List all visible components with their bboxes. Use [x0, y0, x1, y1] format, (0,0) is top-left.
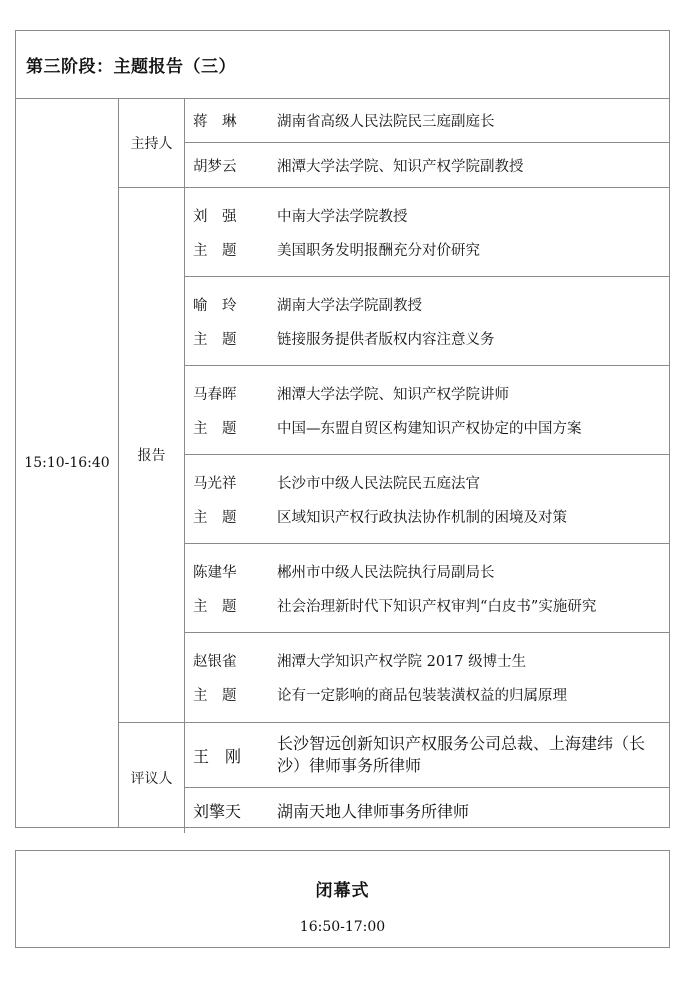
session-header: [16, 31, 669, 99]
speaker-affiliation: 湖南大学法学院副教授: [277, 297, 422, 314]
report-topic: 社会治理新时代下知识产权审判“白皮书”实施研究: [277, 598, 597, 615]
report-row: [185, 633, 669, 722]
topic-label: 主 题: [193, 598, 237, 615]
reviewers-group: [119, 723, 669, 833]
agenda-table: [15, 30, 670, 828]
speaker-name: 马春晖: [193, 386, 237, 403]
reviewer-title: 长沙智远创新知识产权服务公司总裁、上海建纬（长沙）律师事务所律师: [277, 734, 646, 775]
speaker-affiliation: 湘潭大学法学院、知识产权学院讲师: [277, 386, 509, 403]
report-topic: 美国职务发明报酬充分对价研究: [277, 242, 480, 259]
hosts-list: [185, 99, 669, 187]
reviewer-name: 王 刚: [193, 746, 242, 766]
speaker-affiliation: 湘潭大学知识产权学院 2017 级博士生: [277, 654, 527, 670]
reviewers-role-label: 评议人: [119, 723, 185, 833]
reviewer-name: 刘擎天: [193, 802, 242, 821]
speaker-name: 刘 强: [193, 208, 237, 225]
topic-label: 主 题: [193, 420, 237, 437]
host-row: [185, 99, 669, 143]
topic-label: 主 题: [193, 509, 237, 526]
hosts-group: [119, 99, 669, 188]
speaker-name: 喻 玲: [193, 297, 237, 314]
report-topic: 中国—东盟自贸区构建知识产权协定的中国方案: [277, 420, 582, 437]
hosts-role-label: 主持人: [119, 99, 185, 187]
reviewers-list: [185, 723, 669, 833]
reports-list: [185, 188, 669, 722]
report-row: [185, 455, 669, 544]
closing-time: 16:50-17:00: [299, 919, 386, 935]
report-topic: 区域知识产权行政执法协作机制的困境及对策: [277, 509, 567, 526]
host-title: 湘潭大学法学院、知识产权学院副教授: [277, 158, 524, 175]
reviewer-row: [185, 723, 669, 788]
topic-label: 主 题: [193, 688, 237, 704]
speaker-name: 陈建华: [193, 564, 237, 581]
topic-label: 主 题: [193, 331, 237, 348]
host-name: 蒋 琳: [193, 114, 237, 130]
report-row: [185, 277, 669, 366]
host-name: 胡梦云: [193, 158, 237, 175]
report-row: [185, 544, 669, 633]
closing-ceremony-box: [15, 850, 670, 948]
host-row: [185, 143, 669, 187]
report-row: [185, 188, 669, 277]
reviewer-row: [185, 788, 669, 833]
speaker-affiliation: 长沙市中级人民法院民五庭法官: [277, 475, 480, 492]
report-topic: 链接服务提供者版权内容注意义务: [277, 331, 495, 348]
speaker-affiliation: 郴州市中级人民法院执行局副局长: [277, 564, 495, 581]
session-time: 15:10-16:40: [16, 99, 119, 827]
reports-role-label: 报告: [119, 188, 185, 722]
session-body: [16, 99, 669, 827]
reports-group: [119, 188, 669, 723]
report-topic: 论有一定影响的商品包装装潢权益的归属原理: [277, 688, 567, 704]
speaker-name: 马光祥: [193, 475, 237, 492]
session-roles: [119, 99, 669, 827]
speaker-name: 赵银雀: [193, 654, 237, 670]
report-row: [185, 366, 669, 455]
session-title: 第三阶段：主题报告（三）: [26, 57, 236, 77]
host-title: 湖南省高级人民法院民三庭副庭长: [277, 114, 495, 130]
speaker-affiliation: 中南大学法学院教授: [277, 208, 408, 225]
closing-title: 闭幕式: [315, 881, 370, 901]
reviewer-title: 湖南天地人律师事务所律师: [277, 802, 470, 821]
topic-label: 主 题: [193, 242, 237, 259]
